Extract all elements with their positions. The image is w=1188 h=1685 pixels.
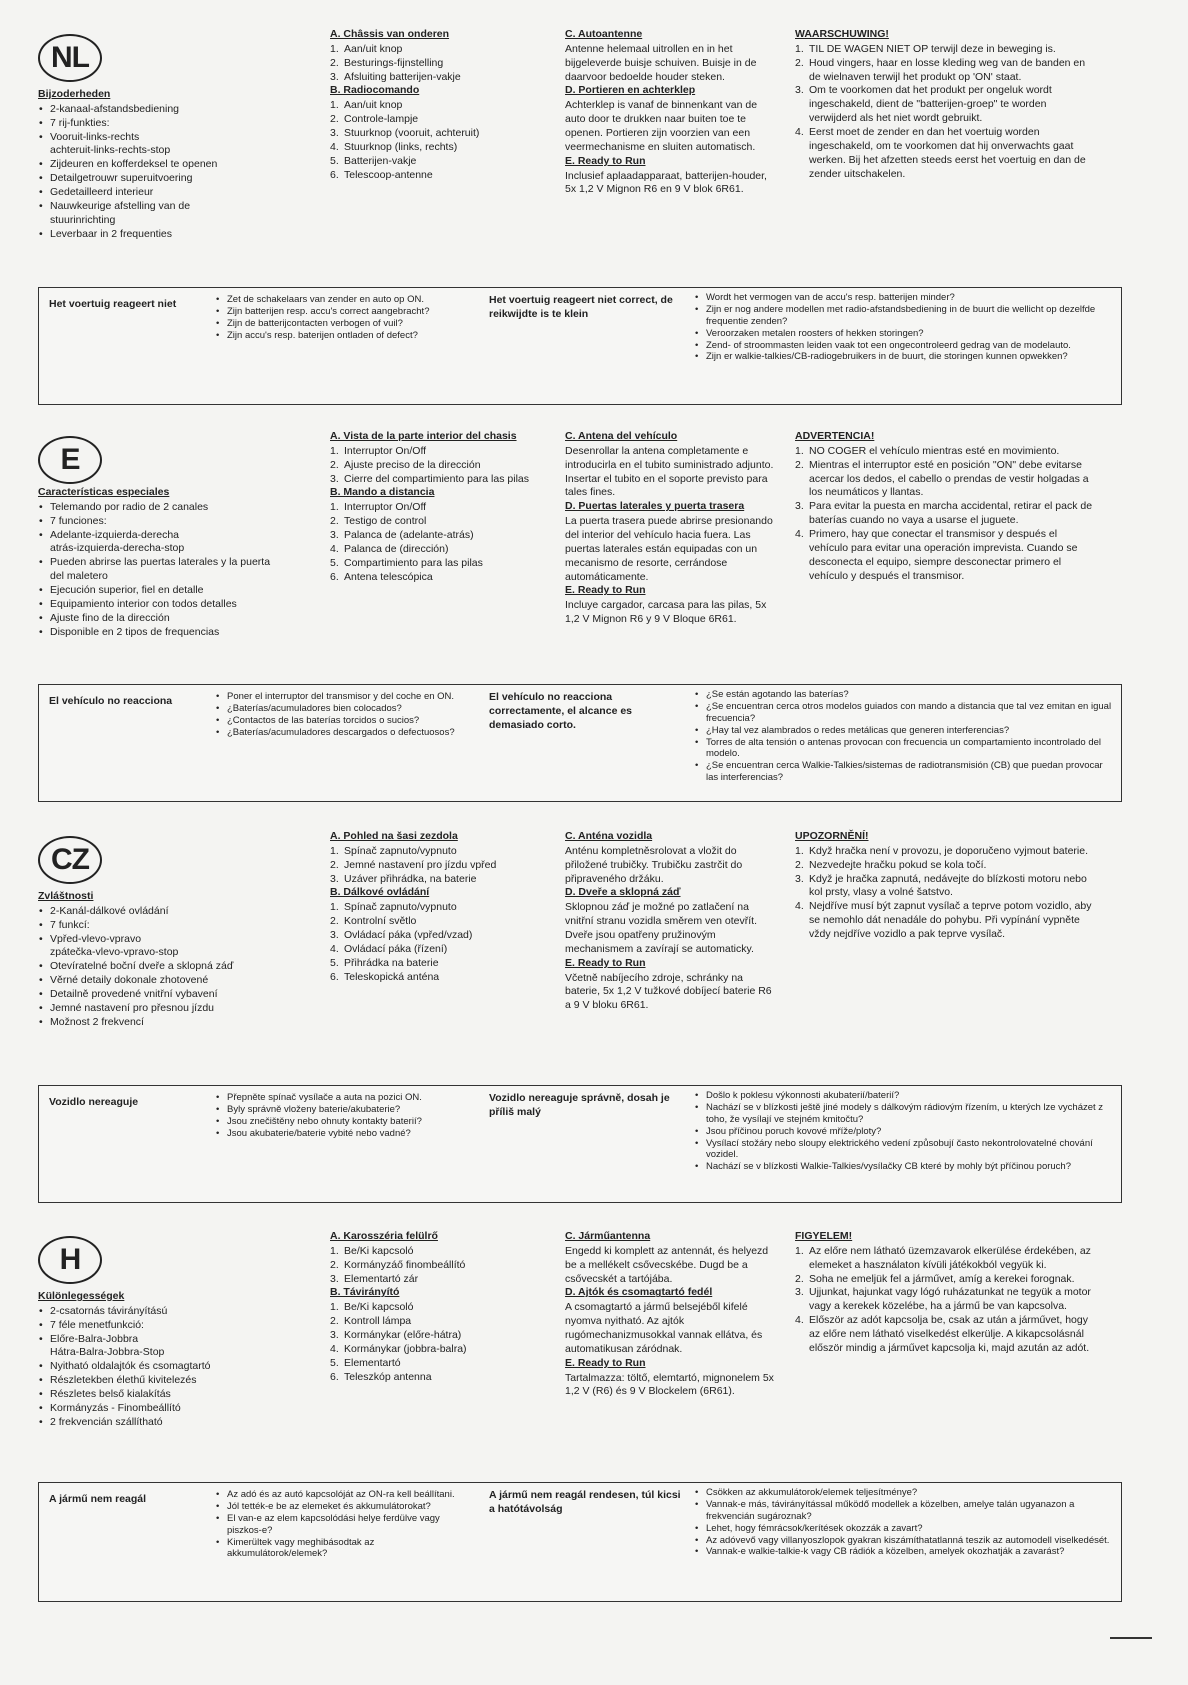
list-item: 6. Antena telescópica	[330, 570, 433, 583]
list-item: • ¿Se están agotando las baterías?	[694, 689, 1114, 701]
list-item: • Byly správně vloženy baterie/akubaterie?	[215, 1104, 465, 1116]
list-item: 6. Teleskopická anténa	[330, 970, 440, 983]
antenna-doors-block	[565, 830, 780, 1013]
list-item: • Nyitható oldalajtók és csomagtartó	[38, 1360, 278, 1374]
ready-text: Tartalmazza: töltő, elemtartó, mignonelem 5x 1,2 V (R6) és 9 V Blockelem (6R61).	[565, 1371, 774, 1398]
list-item: 2. Kormányzáő finombeállító	[330, 1258, 466, 1271]
list-item: • Részletes belső kialakítás	[38, 1388, 278, 1402]
trouble-label: Vozidlo nereaguje	[49, 1096, 139, 1108]
list-item: 2. Mientras el interruptor esté en posición "ON" debe evitarse acercar los dedos, el cabello o prendas de vestir holgadas a los neumáticos y llantas.	[795, 458, 1089, 499]
list-item: • Zet de schakelaars van zender en auto op ON.	[215, 294, 465, 306]
trouble-list	[215, 294, 465, 342]
list-item: 3. Cierre del compartimiento para las pilas	[330, 472, 529, 485]
list-item: • Zend- of stroommasten leiden vaak tot een ongecontroleerd gedrag van de modelauto.	[694, 340, 1114, 352]
list-item: • 7 féle menetfunkció:	[38, 1319, 278, 1333]
list-item: • 2 frekvencián szállítható	[38, 1416, 278, 1430]
list-item: 1. Interruptor On/Off	[330, 501, 427, 514]
list-item: • 2-kanaal-afstandsbediening	[38, 103, 278, 117]
features-block	[38, 890, 278, 1030]
troubleshooting-box-cz	[38, 1085, 1122, 1203]
list-item: • Kimerültek vagy meghibásodtak az akkumulátorok/elemek?	[215, 1537, 465, 1561]
ready-title: E. Ready to Run	[565, 1356, 646, 1369]
list-item: 1. NO COGER el vehículo mientras esté en movimiento.	[795, 444, 1060, 457]
chassis-block	[330, 430, 540, 584]
list-item: • Jemné nastavení pro přesnou jízdu	[38, 1002, 278, 1016]
list-item: • Detailgetrouwr superuitvoering	[38, 172, 278, 186]
chassis-title: A. Vista de la parte interior del chasis	[330, 430, 517, 442]
antenna-doors-block	[565, 430, 780, 627]
list-item: 3. Stuurknop (vooruit, achteruit)	[330, 127, 480, 140]
trouble-label: Het voertuig reageert niet correct, de reikwijdte is te klein	[489, 294, 673, 320]
list-item: • Disponible en 2 tipos de frequencias	[38, 626, 278, 640]
list-item: 2. Jemné nastavení pro jízdu vpřed	[330, 858, 497, 871]
list-item: • Ejecución superior, fiel en detalle	[38, 584, 278, 598]
list-item: • Wordt het vermogen van de accu's resp. batterijen minder?	[694, 292, 1114, 304]
list-item: • Zijdeuren en kofferdeksel te openen	[38, 158, 278, 172]
list-item: • Jsou znečištěny nebo ohnuty kontakty baterií?	[215, 1116, 465, 1128]
list-item: 5. Elementartó	[330, 1356, 401, 1369]
list-item: 2. Ajuste preciso de la dirección	[330, 458, 481, 471]
list-item: 2. Soha ne emeljük fel a járművet, amíg a kerekei forognak.	[795, 1272, 1075, 1285]
antenna-text: Antenne helemaal uitrollen en in het bijgeleverde buisje schuiven. Buisje in de daarvoor bedoelde houder steken.	[565, 42, 757, 83]
list-item: • Zijn er nog andere modellen met radio-afstandsbediening in de buurt die wellicht op dezelfde frequentie zenden?	[694, 304, 1114, 328]
features-block	[38, 1290, 278, 1430]
doors-title: D. Puertas laterales y puerta trasera	[565, 500, 745, 513]
list-item: • Vpřed-vlevo-vpravo zpátečka-vlevo-vpravo-stop	[38, 933, 278, 961]
list-item: • Kormányzás - Finombeállító	[38, 1402, 278, 1416]
list-item: 5. Přihrádka na baterie	[330, 956, 439, 969]
list-item: • Vooruit-links-rechts achteruit-links-rechts-stop	[38, 131, 278, 159]
ready-text: Včetně nabíjecího zdroje, schránky na baterie, 5x 1,2 V tužkové dobíjecí baterie R6 a 9 V bloku 6R61.	[565, 971, 772, 1012]
remote-title: B. Dálkové ovládání	[330, 886, 430, 899]
list-item: • Vannak-e más, távirányítással működő modellek a közelben, amelye talán ugyanazon a frekvencián sugároznak?	[694, 1499, 1114, 1523]
list-item: 4. Eerst moet de zender en dan het voertuig worden ingeschakeld, om te voorkomen dat hij onverwachts gaat werken. Bij het afzetten steeds eerst het voertuig en dan de zender uitschakelen.	[795, 126, 1086, 180]
trouble-label: Het voertuig reageert niet	[49, 298, 177, 310]
list-item: • Vannak-e walkie-talkie-k vagy CB rádiók a közelben, amelyek okozhatják a zavarást?	[694, 1546, 1114, 1558]
list-item: 2. Controle-lampje	[330, 113, 419, 126]
list-item: 1. Aan/uit knop	[330, 42, 403, 55]
list-item: 2. Nezvedejte hračku pokud se kola točí.	[795, 858, 987, 871]
trouble-label: Vozidlo nereaguje správně, dosah je příliš malý	[489, 1092, 670, 1118]
list-item: • Nauwkeurige afstelling van de stuurinrichting	[38, 200, 278, 228]
features-title: Bijzoderheden	[38, 88, 111, 100]
antenna-text: Anténu kompletněsrolovat a vložit do přiložené trubičky. Trubičku zastrčit do připraveného držáku.	[565, 844, 743, 885]
list-item: 1. Be/Ki kapcsoló	[330, 1244, 414, 1257]
list-item: 2. Kontroll lámpa	[330, 1315, 412, 1328]
list-item: 3. Ovládací páka (vpřed/vzad)	[330, 929, 473, 942]
chassis-title: A. Châssis van onderen	[330, 28, 450, 40]
antenna-title: C. Autoantenne	[565, 28, 643, 40]
language-badge-cz: CZ	[38, 836, 102, 884]
list-item: • Došlo k poklesu výkonnosti akubaterií/baterií?	[694, 1090, 1114, 1102]
chassis-title: A. Karosszéria felülrő	[330, 1230, 438, 1242]
language-badge-h: H	[38, 1236, 102, 1284]
list-item: • ¿Se encuentran cerca Walkie-Talkies/sistemas de radiotransmisión (CB) que puedan provocar las interferencias?	[694, 760, 1114, 784]
list-item: • Telemando por radio de 2 canales	[38, 501, 278, 515]
list-item: • Zijn accu's resp. baterijen ontladen of defect?	[215, 330, 465, 342]
list-item: • 2-Kanál-dálkové ovládání	[38, 905, 278, 919]
list-item: 4. Palanca de (dirección)	[330, 542, 449, 555]
list-item: • Equipamiento interior con todos detalles	[38, 598, 278, 612]
list-item: • Vysílací stožáry nebo sloupy elektrického vedení způsobují často nekontrolovatelné chování vozidel.	[694, 1138, 1114, 1162]
remote-title: B. Távirányító	[330, 1286, 400, 1299]
list-item: • 7 funciones:	[38, 515, 278, 529]
list-item: • Ajuste fino de la dirección	[38, 612, 278, 626]
list-item: 1. TIL DE WAGEN NIET OP terwijl deze in beweging is.	[795, 42, 1056, 55]
language-badge-nl: NL	[38, 34, 102, 82]
antenna-text: Engedd ki komplett az antennát, és helyezd be a mellékelt csővecskébe. Dugd be a csővecskét a tartójába.	[565, 1244, 769, 1285]
ready-title: E. Ready to Run	[565, 154, 646, 167]
list-item: • ¿Hay tal vez alambrados o redes metálicas que generen interferencias?	[694, 725, 1114, 737]
list-item: • 7 funkcí:	[38, 919, 278, 933]
list-item: 4. Ovládací páka (řízení)	[330, 942, 448, 955]
list-item: • Torres de alta tensión o antenas provocan con frecuencia un compartamiento incontrolado del modelo.	[694, 737, 1114, 761]
list-item: • ¿Contactos de las baterías torcidos o sucios?	[215, 715, 465, 727]
chassis-title: A. Pohled na šasi zezdola	[330, 830, 458, 842]
remote-list	[330, 99, 540, 182]
trouble-label: A jármű nem reagál rendesen, túl kicsi a hatótávolság	[489, 1489, 681, 1515]
features-title: Características especiales	[38, 486, 170, 498]
doors-title: D. Dveře a sklopná záď	[565, 886, 681, 899]
doors-text: Sklopnou záď je možné po zatlačení na vnitřní stranu vozidla směrem ven otevřít. Dveře jsou opatřeny pružinovým mechanismem a zavírají se automaticky.	[565, 901, 757, 955]
list-item: • Az adó és az autó kapcsolóját az ON-ra kell beállítani.	[215, 1489, 465, 1501]
list-item: 3. Elementartó zár	[330, 1272, 419, 1285]
list-item: • Jsou akubaterie/baterie vybité nebo vadné?	[215, 1128, 465, 1140]
page-edge-mark	[1110, 1637, 1152, 1639]
features-block	[38, 88, 278, 241]
list-item: • Részletekben élethű kivitelezés	[38, 1374, 278, 1388]
list-item: • Jsou příčinou poruch kovové mříže/ploty?	[694, 1126, 1114, 1138]
list-item: 3. Palanca de (adelante-atrás)	[330, 529, 474, 542]
doors-text: La puerta trasera puede abrirse presionando del interior del vehículo hacia fuera. Las puertas laterales están equipadas con un mecanismo de resorte, cerrándose automáticamente.	[565, 515, 773, 583]
ready-title: E. Ready to Run	[565, 584, 646, 597]
chassis-block	[330, 28, 540, 182]
list-item: • ¿Baterías/acumuladores bien colocados?	[215, 703, 465, 715]
list-item: • Lehet, hogy fémrácsok/kerítések okozzák a zavart?	[694, 1523, 1114, 1535]
language-badge-e: E	[38, 436, 102, 484]
list-item: 5. Batterijen-vakje	[330, 154, 417, 167]
list-item: 5. Compartimiento para las pilas	[330, 556, 483, 569]
doors-text: Achterklep is vanaf de binnenkant van de auto door te drukken naar buiten toe te openen. Portieren zijn voorzien van een veermechanisme en sluiten automatisch.	[565, 99, 758, 153]
list-item: 1. Spínač zapnuto/vypnuto	[330, 901, 457, 914]
antenna-title: C. Járműantenna	[565, 1230, 651, 1242]
list-item: 3. Když je hračka zapnutá, nedávejte do blízkosti motoru nebo kol prsty, vlasy a volné šatstvo.	[795, 872, 1087, 899]
troubleshooting-box-nl	[38, 287, 1122, 405]
list-item: • Leverbaar in 2 frequenties	[38, 228, 278, 242]
list-item: 3. Para evitar la puesta en marcha accidental, retirar el pack de baterías cuando no vaya a usarse el juguete.	[795, 500, 1093, 527]
list-item: • Poner el interruptor del transmisor y del coche en ON.	[215, 691, 465, 703]
ready-title: E. Ready to Run	[565, 956, 646, 969]
list-item: 3. Uzáver přihrádka, na baterie	[330, 872, 477, 885]
antenna-text: Desenrollar la antena completamente e introducirla en el tubito suministrado adjunto. Insertar el tubito en el soporte previsto para tales fines.	[565, 444, 774, 499]
list-item: 1. Be/Ki kapcsoló	[330, 1301, 414, 1314]
list-item: • Csökken az akkumulátorok/elemek teljesítménye?	[694, 1487, 1114, 1499]
list-item: 2. Houd vingers, haar en losse kleding weg van de banden en de wielnaven terwijl het produkt op 'ON' staat.	[795, 56, 1086, 83]
list-item: • Előre-Balra-Jobbra Hátra-Balra-Jobbra-Stop	[38, 1333, 278, 1361]
list-item: • Veroorzaken metalen roosters of hekken storingen?	[694, 328, 1114, 340]
warning-block	[795, 1230, 1095, 1356]
list-item: 2. Testigo de control	[330, 515, 427, 528]
troubleshooting-box-e	[38, 684, 1122, 802]
list-item: • Pueden abrirse las puertas laterales y la puerta del maletero	[38, 556, 278, 584]
trouble-label: El vehículo no reacciona	[49, 695, 173, 707]
doors-title: D. Ajtók és csomagtartó fedél	[565, 1286, 713, 1299]
list-item: • Detailně provedené vnitřní vybavení	[38, 988, 278, 1002]
troubleshooting-box-h	[38, 1482, 1122, 1602]
list-item: • Nachází se v blízkosti ještě jiné modely s dálkovým rádiovým řízením, u kterých lze vycházet z toho, že vysílají ve stejném kmitočtu?	[694, 1102, 1114, 1126]
list-item: • ¿Baterías/acumuladores descargados o defectuosos?	[215, 727, 465, 739]
warning-block	[795, 28, 1095, 181]
list-item: 4. Primero, hay que conectar el transmisor y después el vehículo para evitar una operación imprevista. Cuando se desconecta el equipo, siempre desconectar primero el vehículo y después el transmisor.	[795, 528, 1078, 582]
list-item: 3. Ujjunkat, hajunkat vagy lógó ruházatunkat ne tegyük a motor vagy a kerekek közelébe, ha a jármű be van kapcsolva.	[795, 1286, 1091, 1313]
doors-title: D. Portieren en achterklep	[565, 84, 696, 97]
list-item: 1. Az előre nem látható üzemzavarok elkerülése érdekében, az elemeket a használaton kívüli játékokból vegyük ki.	[795, 1244, 1091, 1271]
list-item: • Nachází se v blízkosti Walkie-Talkies/vysílačky CB které by mohly být příčinou poruch?	[694, 1161, 1114, 1173]
list-item: • Jól tették-e be az elemeket és akkumulátorokat?	[215, 1501, 465, 1513]
list-item: • Adelante-izquierda-derecha atrás-izquierda-derecha-stop	[38, 529, 278, 557]
list-item: • Otevíratelné boční dveře a sklopná záď	[38, 960, 278, 974]
remote-title: B. Radiocomando	[330, 84, 420, 97]
antenna-doors-block	[565, 28, 780, 197]
list-item: • ¿Se encuentran cerca otros modelos guiados con mando a distancia que tal vez emitan en igual frecuencia?	[694, 701, 1114, 725]
list-item: • 2-csatornás távirányítású	[38, 1305, 278, 1319]
list-item: 2. Kontrolní světlo	[330, 915, 417, 928]
trouble-list	[694, 292, 1114, 363]
list-item: 4. Nejdříve musí být zapnut vysílač a teprve potom vozidlo, aby se nemohlo dát nenadále do pohybu. Při vypínání vypněte vždy nejdříve vozidlo a pak teprve vysílač.	[795, 900, 1092, 941]
list-item: 2. Besturings-fijnstelling	[330, 56, 444, 69]
list-item: • El van-e az elem kapcsolódási helye ferdülve vagy piszkos-e?	[215, 1513, 465, 1537]
list-item: • Zijn batterijen resp. accu's correct aangebracht?	[215, 306, 465, 318]
warning-title: UPOZORNĚNÍ!	[795, 830, 869, 842]
chassis-block	[330, 1230, 540, 1384]
list-item: 4. Stuurknop (links, rechts)	[330, 140, 458, 153]
list-item: 3. Om te voorkomen dat het produkt per ongeluk wordt ingeschakeld, dient de "batterijen-groep" te worden verwijderd als het niet wordt gebruikt.	[795, 84, 1052, 125]
warning-block	[795, 430, 1095, 583]
list-item: 6. Teleszkóp antenna	[330, 1370, 432, 1383]
trouble-label: El vehículo no reacciona correctamente, el alcance es demasiado corto.	[489, 691, 633, 731]
list-item: • Zijn de batterijcontacten verbogen of vuil?	[215, 318, 465, 330]
list-item: • Přepněte spínač vysílače a auta na pozici ON.	[215, 1092, 465, 1104]
remote-title: B. Mando a distancia	[330, 486, 435, 499]
list-item: 4. Először az adót kapcsolja be, csak az után a járművet, hogy az előre nem látható viselkedést elkerülje. A kikapcsolásnál először mindig a járművet kapcsolja ki, majd azután az adót.	[795, 1314, 1090, 1354]
warning-title: FIGYELEM!	[795, 1230, 853, 1242]
features-block	[38, 486, 278, 639]
list-item: • Věrné detaily dokonale zhotovené	[38, 974, 278, 988]
warning-block	[795, 830, 1095, 942]
ready-text: Inclusief aplaadapparaat, batterijen-houder, 5x 1,2 V Mignon R6 en 9 V blok 6R61.	[565, 169, 767, 196]
features-title: Különlegességek	[38, 1290, 125, 1302]
list-item: 6. Telescoop-antenne	[330, 168, 433, 181]
list-item: 3. Afsluiting batterijen-vakje	[330, 70, 461, 83]
list-item: 1. Spínač zapnuto/vypnuto	[330, 844, 457, 857]
antenna-doors-block	[565, 1230, 780, 1399]
list-item: • Gedetailleerd interieur	[38, 186, 278, 200]
list-item: • Zijn er walkie-talkies/CB-radiogebruikers in de buurt, die storingen kunnen opwekken?	[694, 351, 1114, 363]
ready-text: Incluye cargador, carcasa para las pilas, 5x 1,2 V Mignon R6 y 9 V Bloque 6R61.	[565, 599, 767, 626]
list-item: • 7 rij-funkties:	[38, 117, 278, 131]
chassis-block	[330, 830, 540, 984]
list-item: 1. Aan/uit knop	[330, 99, 403, 112]
features-list	[38, 103, 278, 242]
warning-title: WAARSCHUWING!	[795, 28, 889, 40]
list-item: • Az adóvevő vagy villanyoszlopok gyakran kiszámíthatatlanná teszik az automodell viselkedését.	[694, 1535, 1114, 1547]
trouble-label: A jármű nem reagál	[49, 1493, 147, 1505]
list-item: 4. Kormánykar (jobbra-balra)	[330, 1342, 467, 1355]
antenna-title: C. Anténa vozidla	[565, 830, 653, 842]
list-item: • Možnost 2 frekvencí	[38, 1016, 278, 1030]
features-title: Zvláštnosti	[38, 890, 94, 902]
antenna-title: C. Antena del vehículo	[565, 430, 678, 442]
list-item: 1. Interruptor On/Off	[330, 444, 427, 457]
warning-title: ADVERTENCIA!	[795, 430, 875, 442]
list-item: 3. Kormánykar (előre-hátra)	[330, 1329, 462, 1342]
doors-text: A csomagtartó a jármű belsejéből kifelé nyomva nyitható. Az ajtók rugómechanizmusokkal vannak ellátva, és automatikusan záródnak.	[565, 1301, 763, 1355]
list-item: 1. Když hračka není v provozu, je doporučeno vyjmout baterie.	[795, 844, 1088, 857]
